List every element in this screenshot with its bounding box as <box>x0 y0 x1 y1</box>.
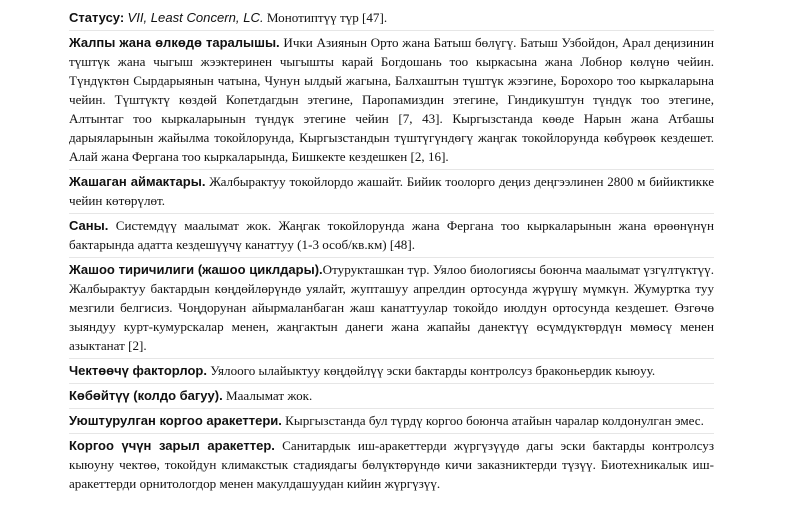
status-label: Статусу: <box>69 10 125 25</box>
limiting-factors-heading: Чектөөчү факторлор. <box>69 363 207 378</box>
limiting-factors-paragraph <box>69 358 714 380</box>
required-measures-heading: Коргоо үчүн зарыл аракеттер. <box>69 438 275 453</box>
status-paragraph <box>69 8 714 27</box>
captive-breeding-paragraph <box>69 383 714 405</box>
status-text: Монотиптүү түр [47]. <box>263 10 388 25</box>
distribution-heading: Жалпы жана өлкөдө таралышы. <box>69 35 280 50</box>
habitat-text: Жалбырактуу токойлордо жашайт. Бийик тоолорго деңиз деңгээлинен 2800 м бийиктикке чейин көтөрүлөт. <box>69 174 714 208</box>
captive-breeding-heading: Көбөйтүү (колдо багуу). <box>69 388 223 403</box>
life-cycle-paragraph <box>69 257 714 355</box>
population-heading: Саны. <box>69 218 109 233</box>
required-measures-paragraph <box>69 433 714 493</box>
population-paragraph <box>69 213 714 254</box>
habitat-paragraph <box>69 169 714 210</box>
protection-measures-heading: Уюштурулган коргоо аракеттери. <box>69 413 282 428</box>
distribution-paragraph <box>69 30 714 166</box>
captive-breeding-text: Маалымат жок. <box>222 388 313 403</box>
life-cycle-text: Отурукташкан түр. Уялоо биологиясы боюнча маалымат үзгүлтүктүү. Жалбырактуу бактардын көңдөйлөрүндө уялайт, жупташуу апрелдин ортосунда жүрүшү мүмкүн. Жумуртка туу мезгили белгисиз. Чоңдорунан айырмаланбаган жаш канаттуулар токойдо июлдун ортосунда кездешет. Өзгөчө зыяндуу курт-кумурскалар менен, жаңгактын данеги жана жапайы данектүү өсүмдүктөрдүн мөмөсү менен азыктанат [2]. <box>69 262 715 353</box>
population-text: Системдүү маалымат жок. Жаңгак токойлорунда жана Фергана тоо кыркаларынын жана өрөөнүнүн бактарында адатта кездешүүчү канаттуу (1-3 особ/кв.км) [48]. <box>69 218 714 252</box>
required-measures-text: Санитардык иш-аракеттерди жүргүзүүдө дагы эски бактарды контролсуз кыюуну чектөө, токойдун климакстык стадиядагы бөлүктөрүндө кичи заказниктерди түзүү. Биотехникалык иш-аракеттерди орнитологдор менен макулдашуудан кийин жүргүзүү. <box>69 438 714 491</box>
protection-measures-text: Кыргызстанда бул түрдү коргоо боюнча атайын чаралар колдонулган эмес. <box>281 413 704 428</box>
protection-measures-paragraph <box>69 408 714 430</box>
habitat-heading: Жашаган аймактары. <box>69 174 206 189</box>
document-page <box>69 8 714 496</box>
limiting-factors-text: Уялоого ылайыктуу көңдөйлүү эски бактарды контролсуз браконьердик кыюуу. <box>206 363 656 378</box>
life-cycle-heading: Жашоо тиричилиги (жашоо циклдары). <box>69 262 323 277</box>
distribution-text: Ички Азиянын Орто жана Батыш бөлүгү. Батыш Узбойдон, Арал деңизинин түштүк жана чыгыш жээктеринен чыгышты карай Богдошань тоо кыркасына жана Лобнор көлүнө чейин. Түндүктөн Сырдарыянын чатына, Чунун ылдый жагына, Балхаштын түштүк жээгине, Борохоро тоо кыркаларына чейин. Түштүктү көздөй Копетдагдын этегине, Паропамиздин этегине, Гиндикуштун түндүк тоо этегине, Алтынтаг тоо кыркаларынын түндүк этегине чейин [7, 43]. Кыргызстанда көөде Нарын жана Атбашы дарыяларынын жайылма токойлорунда, Кыргызстандын түштүгүндөгү жаңгак токойлорунда көбүрөөк кездешет. Алай жана Фергана тоо кыркаларында, Бишкекте кездешкен [2, 16]. <box>69 35 715 164</box>
status-category: VII, Least Concern, LC. <box>127 10 264 25</box>
